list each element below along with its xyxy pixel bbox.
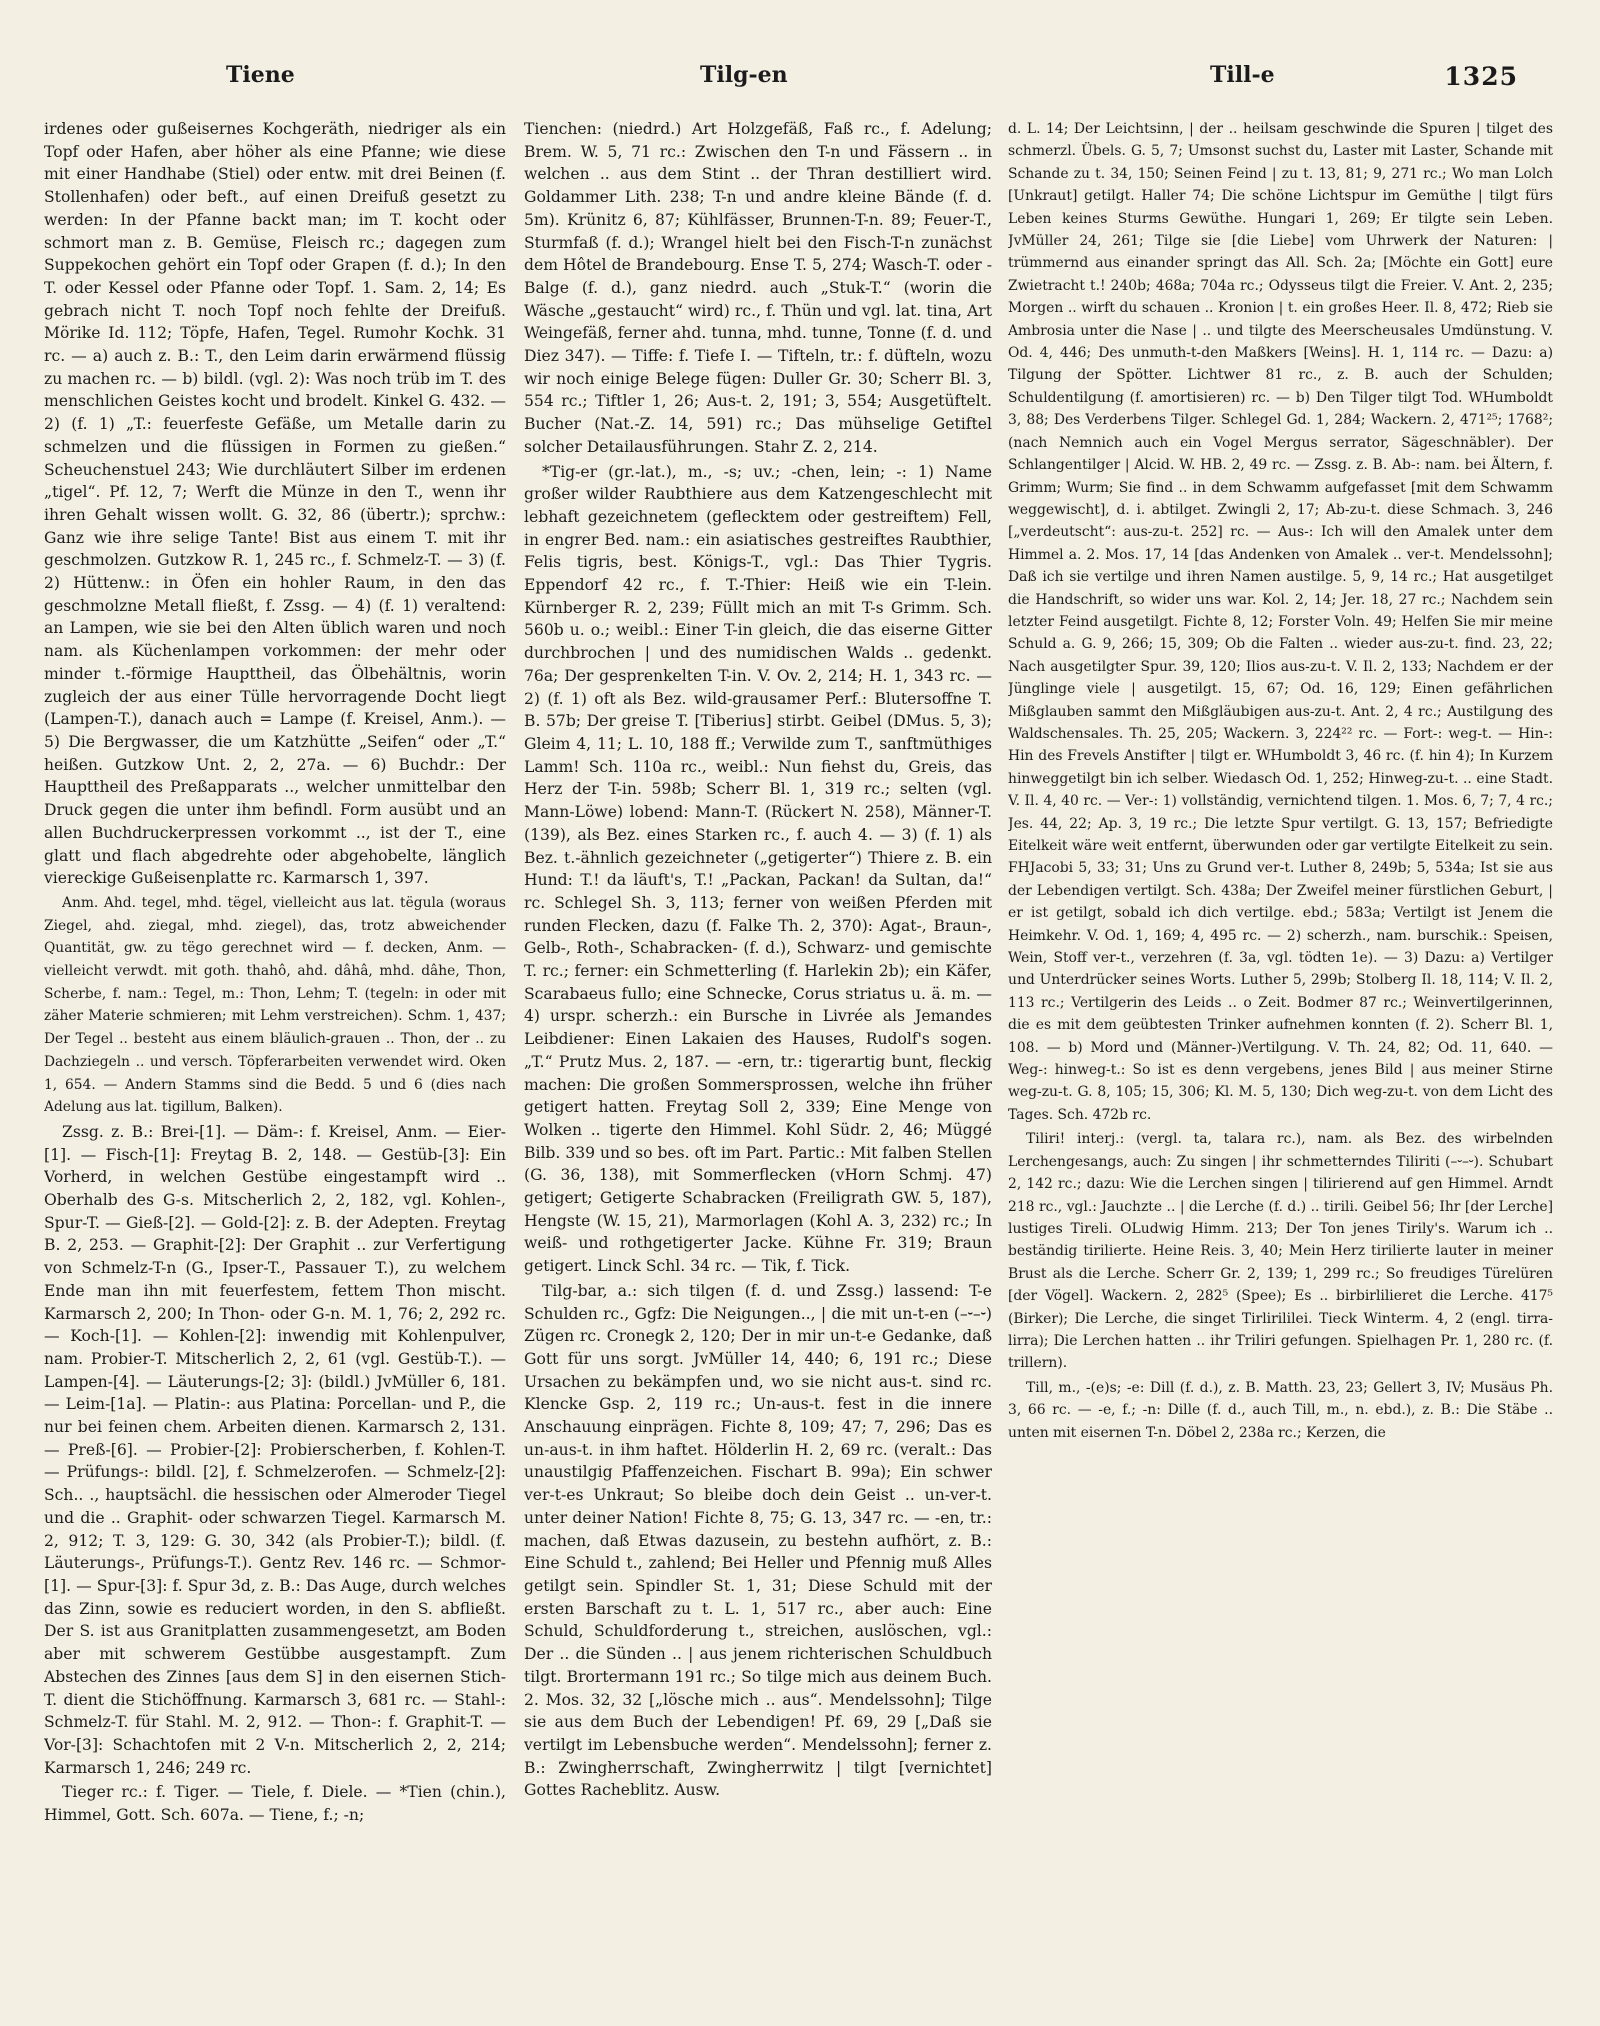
entry-paragraph: Tilg-bar, a.: sich tilgen (f. d. und Zssg.) lassend: T-e Schulden rc., Ggfz: Die Neigungen.., | die mit un-t-en (–⏑–⏑) Zügen rc. Cronegk 2, 120; Der in mir un-t-e Gedanke, daß Gott für uns sorgt. JvMüller 14, 440; 6, 191 rc.; Diese Ursachen zu bekämpfen und, wo sie nicht aus-t. sind rc. Klencke Gsp. 2, 119 rc.; Un-aus-t. fest in die innere Anschauung einprägen. Fichte 8, 109; 47; 7, 296; Das es un-aus-t. in ihm haftet. Hölderlin H. 2, 69 rc. (veralt.: Das unaustilgig Pfaffenzeichen. Fischart B. 99a); Ein schwer ver-t-es Unkraut; So bleibe doch dein Geist .. un-ver-t. unter deiner Nation! Fichte 8, 75; G. 13, 347 rc. — -en, tr.: machen, daß Etwas dazusein, zu bestehn aufhört, z. B.: Eine Schuld t., zahlend; Bei Heller und Pfennig muß Alles getilgt sein. Spindler St. 1, 31; Diese Schuld mit der ersten Barschaft zu t. L. 1, 517 rc., aber auch: Eine Schuld, Schuldforderung t., streichen, auslöschen, vgl.: Der .. die Sünden .. | aus jenem richterischen Schuldbuch tilgt. Brortermann 191 rc.; So tilge mich aus deinem Buch. 2. Mos. 32, 32 [„lösche mich .. aus“. Mendelssohn]; Tilge sie aus dem Buch der Lebendigen! Pf. 69, 29 [„Daß sie vertilgt im Lebensbuche werden“. Mendelssohn]; ferner z. B.: Zwingherrschaft, Zwingherrwitz | tilgt [vernichtet] Gottes Racheblitz. Ausw. <box>524 1281 992 1800</box>
entry-paragraph: d. L. 14; Der Leichtsinn, | der .. heilsam geschwinde die Spuren | tilget des schmerzl. Übels. G. 5, 7; Umsonst suchst du, Laster mit Laster, Schande mit Schande zu t. 34, 150; Seinen Feind | zu t. 13, 81; 9, 271 rc.; Wo man Lolch [Unkraut] getilgt. Haller 74; Die schöne Lichtspur im Gemüthe | tilgt fürs Leben keines Sturms Gewüthe. Hungari 1, 269; Er tilgte sein Leben. JvMüller 24, 261; Tilge sie [die Liebe] vom Uhrwerk der Naturen: | trümmernd aus einander springt das All. Sch. 2a; [Möchte ein Gott] eure Zwietracht t.! 240b; 468a; 704a rc.; Odysseus tilgt die Freier. V. Ant. 2, 235; Morgen .. wirft du schauen .. Kronion | t. ein großes Heer. Il. 8, 472; Rieb sie Ambrosia unter die Nase | .. und tilgte des Meerscheusales Umdünstung. V. Od. 4, 446; Des unmuth-t-den Maßkers [Weins]. H. 1, 114 rc. — Dazu: a) Tilgung der Spötter. Lichtwer 81 rc., z. B. auch der Schulden; Schuldentilgung (f. amortisieren) rc. — b) Den Tilger tilgt Tod. WHumboldt 3, 88; Des Verderbens Tilger. Schlegel Gd. 1, 284; Wackern. 2, 471²⁵; 1768²; (nach Nemnich auch ein Vogel Mergus serrator, Sägeschnäbler). Der Schlangentilger | Alcid. W. HB. 2, 49 rc. — Zssg. z. B. Ab-: nam. bei Ältern, f. Grimm; Wurm; Sie find .. in dem Schwamm aufgefasset [mit dem Schwamm weggewischt], d. i. abtilget. Zwingli 2, 17; Ab-zu-t. diese Schmach. 3, 246 [„verdeutscht“: aus-zu-t. 252] rc. — Aus-: Ich will den Amalek unter dem Himmel a. 2. Mos. 17, 14 [das Andenken von Amalek .. ver-t. Mendelssohn]; Daß ich sie vertilge und ihren Namen austilge. 5, 9, 14 rc.; Hat ausgetilget die Handschrift, so wider uns war. Kol. 2, 14; Jer. 18, 27 rc.; Nachdem sein letzter Feind ausgetilgt. Fichte 8, 12; Forster Voln. 49; Helfen Sie mir meine Schuld a. G. 9, 266; 15, 309; Ob die Falten .. wieder aus-zu-t. find. 23, 22; Nach ausgetilgter Spur. 39, 120; Ilios aus-zu-t. V. Il. 2, 133; Nachdem er der Jünglinge viele | ausgetilgt. 15, 67; Od. 16, 129; Einen gefährlichen Mißglauben sammt den Mißgläubigen aus-zu-t. Ant. 2, 4 rc.; Austilgung des Waldschensales. Th. 25, 205; Wackern. 3, 224²² rc. — Fort-: weg-t. — Hin-: Hin des Frevels Anstifter | tilgt er. WHumboldt 3, 46 rc. (f. hin 4); In Kurzem hinweggetilgt bin ich selber. Wiedasch Od. 1, 252; Hinweg-zu-t. .. eine Stadt. V. Il. 4, 40 rc. — Ver-: 1) vollständig, vernichtend tilgen. 1. Mos. 6, 7; 7, 4 rc.; Jes. 44, 22; Ap. 3, 19 rc.; Die letzte Spur vertilgt. G. 13, 157; Befriedigte Eitelkeit wäre weit entfernt, überwunden oder gar vertilgte Eitelkeit zu sein. FHJacobi 5, 33; 31; Uns zu Grund ver-t. Luther 8, 249b; 5, 534a; Ist sie aus der Lebendigen vertilgt. Sch. 438a; Der Zweifel meiner fürstlichen Geburt, | er ist getilgt, sobald ich dich vertilge. ebd.; 583a; Vertilgt ist Jenem die Heimkehr. V. Od. 1, 169; 4, 495 rc. — 2) scherzh., nam. burschik.: Speisen, Wein, Stoff ver-t., verzehren (f. 3a, vgl. tödten 1e). — 3) Dazu: a) Vertilger und Unterdrücker seines Worts. Luther 5, 299b; Stolberg Il. 18, 114; V. Il. 2, 113 rc.; Vertilgerin des Leids .. o Zeit. Bodmer 87 rc.; Weinvertilgerinnen, die es mit dem geübtesten Trinker aufnehmen konnten (f. 2). Scherr Bl. 1, 108. — b) Mord und (Männer-)Vertilgung. V. Th. 24, 82; Od. 11, 640. — Weg-: hinweg-t.: So ist es denn vergebens, jenes Bild | aus meiner Stirne weg-zu-t. G. 8, 105; 15, 306; Kl. M. 5, 130; Dich weg-zu-t. von dem Licht des Tages. Sch. 472b rc. <box>1008 121 1553 1123</box>
text-column-1 <box>44 118 506 1988</box>
entry-paragraph: *Tig-er (gr.-lat.), m., -s; uv.; -chen, lein; -: 1) Name großer wilder Raubthiere aus dem Katzengeschlecht mit lebhaft gezeichnetem (geflecktem oder gestreiftem) Fell, in engrer Bed. nam.: ein asiatisches gestreiftes Raubthier, Felis tigris, best. Königs-T., vgl.: Das Thier Tygris. Eppendorf 42 rc., f. T.-Thier: Heiß wie ein T-lein. Kürnberger R. 2, 239; Füllt mich an mit T-s Grimm. Sch. 560b u. o.; weibl.: Einer T-in gleich, die das eiserne Gitter durchbrochen | und des numidischen Walds .. gedenkt. 76a; Der gesprenkelten T-in. V. Ov. 2, 214; H. 1, 343 rc. — 2) (f. 1) oft als Bez. wild-grausamer Perf.: Blutersoffne T. B. 57b; Der greise T. [Tiberius] stirbt. Geibel (DMus. 5, 3); Gleim 4, 11; L. 10, 188 ff.; Verwilde zum T., sanftmüthiges Lamm! Sch. 110a rc., weibl.: Nun fiehst du, Greis, das Herz der T-in. 598b; Scherr Bl. 1, 319 rc.; selten (vgl. Mann-Löwe) lobend: Mann-T. (Rückert N. 258), Männer-T. (139), als Bez. eines Starken rc., f. auch 4. — 3) (f. 1) als Bez. t.-ähnlich gezeichneter („getigerter“) Thiere z. B. ein Hund: T.! da läuft's, T.! „Packan, Packan! da Sultan, da!“ rc. Schlegel Sh. 3, 113; ferner von weißen Pferden mit runden Flecken, dazu (f. Falke Th. 2, 370): Agat-, Braun-, Gelb-, Roth-, Schabracken- (f. d.), Schwarz- und gemischte T. rc.; ferner: ein Schmetterling (f. Harlekin 2b); ein Käfer, Scarabaeus fullo; eine Schnecke, Corus striatus u. ä. m. — 4) urspr. scherzh.: ein Bursche in Livrée als Jemandes Leibdiener: Einen Lakaien des Hauses, Rudolf's sogen. „T.“ Prutz Mus. 2, 187. — -ern, tr.: tigerartig bunt, fleckig machen: Die großen Sommersprossen, welche ihn früher getigert hatten. Freytag Soll 2, 339; Eine Menge von Wolken .. tigerte den Himmel. Kohl Südr. 2, 46; Müggé Bilb. 339 und so bes. oft im Part. Partic.: Mit falben Stellen (G. 36, 138), mit Sommerflecken (vHorn Schmj. 47) getigert; Getigerte Schabracken (Freiligrath GW. 5, 187), Hengste (W. 15, 21), Marmorlagen (Kohl A. 3, 232) rc.; In weiß- und rothgetigerter Jacke. Kühne Fr. 319; Braun getigert. Linck Schl. 34 rc. — Tik, f. Tick. <box>524 462 992 1276</box>
running-head-right: Till-e <box>1210 62 1275 88</box>
running-head-left: Tiene <box>226 62 295 88</box>
text-column-2 <box>524 118 992 1988</box>
entry-paragraph: Tiliri! interj.: (vergl. ta, talara rc.), nam. als Bez. des wirbelnden Lerchengesangs, auch: Zu singen | ihr schmetterndes Tiliriti (–⏑–⏑). Schubart 2, 142 rc.; dazu: Wie die Lerchen singen | tilirierend auf gen Himmel. Arndt 218 rc., vgl.: Jauchzte .. | die Lerche (f. d.) .. tirili. Geibel 56; Ihr [der Lerche] lustiges Tireli. OLudwig Himm. 213; Der Ton jenes Tirily's. Warum ich .. beständig tirilierte. Heine Reis. 3, 40; Mein Herz tirilierte lauter in meiner Brust als die Lerche. Scherr Gr. 2, 139; 1, 299 rc.; So freudiges Türelüren [der Vögel]. Wackern. 2, 282⁵ (Spee); Es .. birbirlilieret die Lerche. 417⁵ (Birker); Die Lerche, die singet Tirlirililei. Tieck Winterm. 4, 2 (engl. tirra-lirra); Die Lerchen hatten .. ihr Triliri gefungen. Spielhagen Pr. 1, 280 rc. (f. trillern). <box>1008 1131 1553 1372</box>
text-column-3 <box>1008 118 1553 1988</box>
entry-paragraph: Tieger rc.: f. Tiger. — Tiele, f. Diele. — *Tien (chin.), Himmel, Gott. Sch. 607a. — Tiene, f.; -n; <box>44 1783 506 1825</box>
page-number: 1325 <box>1444 62 1518 91</box>
entry-paragraph: Tienchen: (niedrd.) Art Holzgefäß, Faß rc., f. Adelung; Brem. W. 5, 71 rc.: Zwischen den T-n und Fässern .. in welchen .. aus dem Stint .. der Thran destilliert wird. Goldammer Lith. 238; T-n und andre kleine Bände (f. d. 5m). Krünitz 6, 87; Kühlfässer, Brunnen-T-n. 89; Feuer-T., Sturmfaß (f. d.); Wrangel hielt bei den Fisch-T-n zunächst dem Hôtel de Brandebourg. Ense T. 5, 274; Wasch-T. oder -Balge (f. d.), ganz niedrd. auch „Stuk-T.“ (worin die Wäsche „gestaucht“ wird) rc., f. Thün und vgl. lat. tina, Art Weingefäß, ferner ahd. tunna, mhd. tunne, Tonne (f. d. und Diez 347). — Tiffe: f. Tiefe I. — Tifteln, tr.: f. düfteln, wozu wir noch einige Belege fügen: Duller Gr. 30; Scherr Bl. 3, 554 rc.; Tiftler 1, 26; Aus-t. 2, 191; 3, 554; Ausgetüftelt. Bucher (Nat.-Z. 14, 591) rc.; Das mühselige Getiftel solcher Detailausführungen. Stahr Z. 2, 214. <box>524 120 992 456</box>
entry-paragraph: Till, m., -(e)s; -e: Dill (f. d.), z. B. Matth. 23, 23; Gellert 3, IV; Musäus Ph. 3, 66 rc. — -e, f.; -n: Dille (f. d., auch Till, m., n. ebd.), z. B.: Die Stäbe .. unten mit eisernen T-n. Döbel 2, 238a rc.; Kerzen, die <box>1008 1379 1553 1441</box>
etymology-note: Anm. Ahd. tegel, mhd. tëgel, vielleicht aus lat. tëgula (woraus Ziegel, ahd. ziegal, mhd. ziegel), das, trotz abweichender Quantität, gw. zu tëgo gerechnet wird — f. decken, Anm. — vielleicht verwdt. mit goth. thahô, ahd. dâhâ, mhd. dâhe, Thon, Scherbe, f. nam.: Tegel, m.: Thon, Lehm; T. (tegeln: in oder mit zäher Materie schmieren; mit Lehm verstreichen). Schm. 1, 437; Der Tegel .. besteht aus einem bläulich-grauen .. Thon, der .. zu Dachziegeln .. und versch. Töpferarbeiten verwendet wird. Oken 1, 654. — Andern Stamms sind die Bedd. 5 und 6 (dies nach Adelung aus lat. tigillum, Balken). <box>44 894 506 1116</box>
entry-paragraph: irdenes oder gußeisernes Kochgeräth, niedriger als ein Topf oder Hafen, aber höher als eine Pfanne; wie diese mit einer Handhabe (Stiel) oder entw. mit drei Beinen (f. Stollenhafen) oder beft., auf einen Dreifuß gesetzt zu werden: In der Pfanne backt man; im T. kocht oder schmort man z. B. Gemüse, Fleisch rc.; dagegen zum Suppekochen gehört ein Topf oder Grapen (f. d.); In den T. oder Kessel oder Pfanne oder Topf. 1. Sam. 2, 14; Es gebrach nicht T. noch Topf noch fehlte der Dreifuß. Mörike Id. 112; Töpfe, Hafen, Tegel. Rumohr Kochk. 31 rc. — a) auch z. B.: T., den Leim darin erwärmend flüssig zu machen rc. — b) bildl. (vgl. 2): Was noch trüb im T. des menschlichen Geistes kocht und brodelt. Kinkel G. 432. — 2) (f. 1) „T.: feuerfeste Gefäße, um Metalle darin zu schmelzen und die flüssigen in Formen zu gießen.“ Scheuchenstuel 243; Wie durchläutert Silber im erdenen „tigel“. Pf. 12, 7; Werft die Münze in den T., wenn ihr ihren Gehalt wissen wollt. G. 32, 86 (übertr.); sprchw.: Ganz wie ihre selige Tante! Bist aus einem T. mit ihr geschmolzen. Gutzkow R. 1, 245 rc., f. Schmelz-T. — 3) (f. 2) Hüttenw.: in Öfen ein hohler Raum, in den das geschmolzne Metall fließt, f. Zssg. — 4) (f. 1) veraltend: an Lampen, wie sie bei den Alten üblich waren und noch nam. als Küchenlampen vorkommen: der mehr oder minder t.-förmige Haupttheil, das Ölbehältnis, worin zugleich der aus einer Tülle hervorragende Docht liegt (Lampen-T.), danach auch = Lampe (f. Kreisel, Anm.). — 5) Die Bergwasser, die um Katzhütte „Seifen“ oder „T.“ heißen. Gutzkow Unt. 2, 2, 27a. — 6) Buchdr.: Der Haupttheil des Preßapparats .., welcher unmittelbar den Druck gegen die unter ihm befindl. Form ausübt und an allen Buchdruckerpressen vorkommt .., ist der T., eine glatt und flach abgedrehte oder abgehobelte, länglich viereckige Gußeisenplatte rc. Karmarsch 1, 397. <box>44 120 506 888</box>
compounds-paragraph: Zssg. z. B.: Brei-[1]. — Däm-: f. Kreisel, Anm. — Eier-[1]. — Fisch-[1]: Freytag B. 2, 148. — Gestüb-[3]: Ein Vorherd, in welchen Gestübe eingestampft wird .. Oberhalb des G-s. Mitscherlich 2, 2, 182, vgl. Kohlen-, Spur-T. — Gieß-[2]. — Gold-[2]: z. B. der Adepten. Freytag B. 2, 253. — Graphit-[2]: Der Graphit .. zur Verfertigung von Schmelz-T-n (G., Ipser-T., Passauer T.), zu welchem Ende man ihn mit feuerfestem, fettem Thon mischt. Karmarsch 2, 200; In Thon- oder G-n. M. 1, 76; 2, 292 rc. — Koch-[1]. — Kohlen-[2]: inwendig mit Kohlenpulver, nam. Probier-T. Mitscherlich 2, 2, 61 (vgl. Gestüb-T.). — Lampen-[4]. — Läuterungs-[2; 3]: (bildl.) JvMüller 6, 181. — Leim-[1a]. — Platin-: aus Platina: Porcellan- und P., die nur bei feinen chem. Arbeiten dienen. Karmarsch 2, 131. — Preß-[6]. — Probier-[2]: Probierscherben, f. Kohlen-T. — Prüfungs-: bildl. [2], f. Schmelzerofen. — Schmelz-[2]: Sch.. ., hauptsächl. die hessischen oder Almeroder Tiegel und die .. Graphit- oder schwarzen Tiegel. Karmarsch M. 2, 912; T. 3, 129: G. 30, 342 (als Probier-T.); bildl. (f. Läuterungs-, Prüfungs-T.). Gentz Rev. 146 rc. — Schmor-[1]. — Spur-[3]: f. Spur 3d, z. B.: Das Auge, durch welches das Zinn, sowie es reduciert worden, in den S. abfließt. Der S. ist aus Granitplatten zusammengesetzt, am Boden aber mit schwerem Gestübbe ausgestampft. Zum Abstechen des Zinnes [aus dem S] in den eisernen Stich-T. dient die Stichöffnung. Karmarsch 3, 681 rc. — Stahl-: Schmelz-T. für Stahl. M. 2, 912. — Thon-: f. Graphit-T. — Vor-[3]: Schachtofen mit 2 V-n. Mitscherlich 2, 2, 214; Karmarsch 1, 246; 249 rc. <box>44 1122 506 1777</box>
running-head-middle: Tilg-en <box>700 62 788 88</box>
